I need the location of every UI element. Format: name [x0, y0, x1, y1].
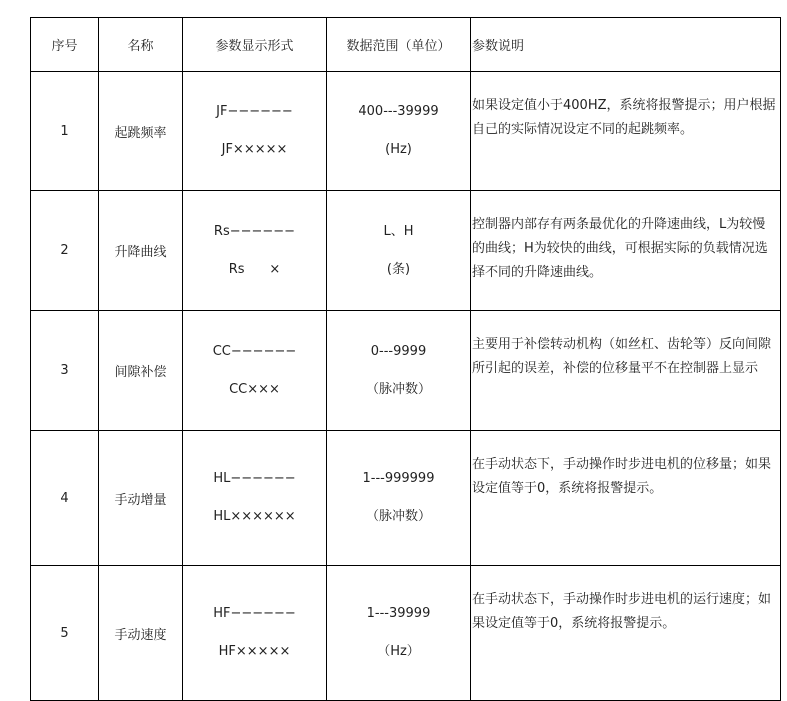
param-name: 升降曲线 — [99, 191, 183, 311]
param-range — [327, 431, 471, 566]
row-number: 4 — [31, 431, 99, 566]
header-no: 序号 — [31, 18, 99, 72]
format-line: Rs−−−−−− — [213, 223, 296, 239]
param-desc: 控制器内部存有两条最优化的升降速曲线，L为较慢的曲线；H为较快的曲线，可根据实际的负载情况选择不同的升降速曲线。 — [471, 191, 781, 311]
header-range: 数据范围（单位） — [327, 18, 471, 72]
table-row — [31, 191, 781, 311]
format-line: CC−−−−−− — [212, 343, 297, 359]
param-name: 手动增量 — [99, 431, 183, 566]
param-name: 间隙补偿 — [99, 311, 183, 431]
format-line: JF−−−−−− — [216, 104, 293, 119]
param-desc: 如果设定值小于400HZ，系统将报警提示；用户根据自己的实际情况设定不同的起跳频率。 — [471, 72, 781, 191]
format-line: HL×××××× — [213, 509, 296, 524]
range-unit: (Hz) — [385, 142, 412, 157]
param-name: 手动速度 — [99, 566, 183, 701]
param-name: 起跳频率 — [99, 72, 183, 191]
format-line: HF××××× — [218, 644, 291, 659]
range-unit: (条) — [386, 261, 411, 277]
row-number: 1 — [31, 72, 99, 191]
param-range — [327, 72, 471, 191]
param-desc: 主要用于补偿转动机构（如丝杠、齿轮等）反向间隙所引起的误差，补偿的位移量平不在控制器上显示 — [471, 311, 781, 431]
range-value: L、H — [383, 223, 414, 239]
format-line: Rs × — [228, 261, 281, 277]
format-line: JF××××× — [221, 142, 288, 157]
param-desc: 在手动状态下，手动操作时步进电机的位移量；如果设定值等于0，系统将报警提示。 — [471, 431, 781, 566]
range-unit: （Hz） — [377, 644, 420, 659]
param-range — [327, 311, 471, 431]
range-unit: （脉冲数） — [365, 509, 431, 524]
range-value: 400---39999 — [358, 104, 439, 119]
param-format — [183, 311, 327, 431]
range-value: 1---39999 — [366, 606, 431, 621]
param-range — [327, 566, 471, 701]
table-row — [31, 311, 781, 431]
header-desc: 参数说明 — [471, 18, 781, 72]
param-format — [183, 566, 327, 701]
header-name: 名称 — [99, 18, 183, 72]
range-unit: （脉冲数） — [365, 381, 431, 397]
table-row — [31, 566, 781, 701]
format-line: HL−−−−−− — [213, 471, 296, 486]
header-row — [31, 18, 781, 72]
table-row — [31, 431, 781, 566]
header-format: 参数显示形式 — [183, 18, 327, 72]
range-value: 1---999999 — [362, 471, 435, 486]
param-range — [327, 191, 471, 311]
param-desc: 在手动状态下，手动操作时步进电机的运行速度；如果设定值等于0，系统将报警提示。 — [471, 566, 781, 701]
table-row — [31, 72, 781, 191]
param-format — [183, 191, 327, 311]
row-number: 3 — [31, 311, 99, 431]
parameter-table — [30, 17, 781, 701]
param-format — [183, 72, 327, 191]
row-number: 5 — [31, 566, 99, 701]
param-format — [183, 431, 327, 566]
range-value: 0---9999 — [370, 343, 427, 359]
format-line: CC××× — [229, 381, 280, 397]
format-line: HF−−−−−− — [213, 606, 296, 621]
row-number: 2 — [31, 191, 99, 311]
